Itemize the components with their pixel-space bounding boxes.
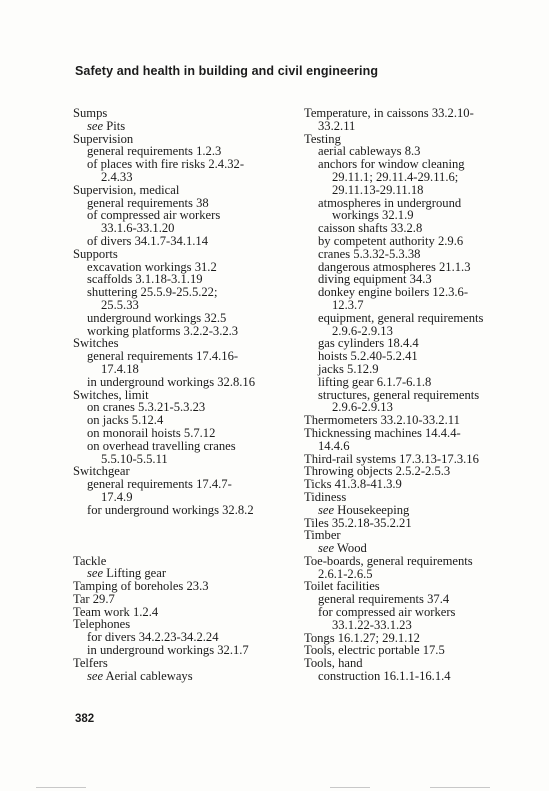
scan-edge-mark (430, 787, 490, 788)
index-entry-subentry: see Pits (87, 118, 126, 133)
index-entry-subentry: general requirements 37.4 (318, 592, 450, 607)
index-entry-subentry: construction 16.1.1-16.1.4 (318, 669, 451, 684)
index-entry-heading: Switchgear (73, 464, 130, 479)
index-entry-heading: Timber (304, 528, 341, 543)
see-reference-marker: see (87, 566, 104, 581)
index-entry-heading: Tiles 35.2.18-35.2.21 (304, 515, 412, 530)
index-entry-subentry: 17.4.9 (101, 489, 133, 504)
index-entry-subentry: in underground workings 32.1.7 (87, 643, 249, 658)
index-entry-heading: Temperature, in caissons 33.2.10- (304, 106, 474, 120)
column-spacer (73, 517, 288, 555)
index-entry-subentry: underground workings 32.5 (87, 310, 227, 325)
index-entry-subentry: 33.2.11 (318, 118, 356, 133)
index-column-left (73, 107, 288, 682)
index-entry-subentry: diving equipment 34.3 (318, 272, 432, 287)
index-entry-heading: Tongs 16.1.27; 29.1.12 (304, 630, 420, 645)
index-entry-heading: Toe-boards, general requirements (304, 553, 473, 568)
see-reference-marker: see (318, 502, 335, 517)
see-reference-marker: see (87, 118, 104, 133)
index-entry-subentry: excavation workings 31.2 (87, 259, 217, 274)
index-entry-subentry: 2.9.6-2.9.13 (332, 323, 393, 338)
index-entry-heading: Tools, electric portable 17.5 (304, 643, 445, 658)
index-entry-heading: Toilet facilities (304, 579, 380, 594)
index-entry-subentry: on jacks 5.12.4 (87, 413, 164, 428)
index-entry-subentry: cranes 5.3.32-5.3.38 (318, 246, 421, 261)
index-entry-subentry: equipment, general requirements (318, 310, 484, 325)
index-entry-subentry: hoists 5.2.40-5.2.41 (318, 349, 418, 364)
index-entry-subentry: of places with fire risks 2.4.32- (87, 157, 245, 172)
index-column-right (304, 107, 509, 683)
index-entry-heading: Switches, limit (73, 387, 149, 402)
index-entry-subentry: structures, general requirements (318, 387, 480, 402)
index-entry-heading: Tidiness (304, 489, 347, 504)
see-reference-marker: see (87, 668, 104, 683)
index-entry-subentry: see Housekeeping (318, 502, 410, 517)
scan-edge-mark (36, 787, 86, 788)
index-entry-subentry: 29.11.1; 29.11.4-29.11.6; (332, 169, 459, 184)
index-entry-subentry: shuttering 25.5.9-25.5.22; (87, 285, 218, 300)
index-entry-heading: Supervision (73, 131, 134, 146)
index-entry-subentry: 5.5.10-5.5.11 (101, 451, 168, 466)
index-entry-subentry: general requirements 38 (87, 195, 209, 210)
index-entry-subentry: general requirements 17.4.7- (87, 477, 232, 492)
index-entry-subentry: on cranes 5.3.21-5.3.23 (87, 400, 206, 415)
index-entry-subentry: see Wood (318, 541, 367, 556)
index-entry-subentry: atmospheres in underground (318, 195, 462, 210)
index-entry-subentry: 25.5.33 (101, 297, 139, 312)
index-entry-subentry: general requirements 1.2.3 (87, 144, 222, 159)
index-entry-heading: Sumps (73, 106, 108, 120)
index-entry-subentry: workings 32.1.9 (332, 208, 414, 223)
index-entry-subentry: see Aerial cableways (87, 668, 193, 683)
running-header: Safety and health in building and civil engineering (75, 64, 379, 78)
index-entry-heading: Switches (73, 336, 119, 351)
index-entry-heading: Throwing objects 2.5.2-2.5.3 (304, 464, 451, 479)
index-entry-subentry: working platforms 3.2.2-3.2.3 (87, 323, 239, 338)
index-entry-subentry: for divers 34.2.23-34.2.24 (87, 630, 219, 645)
index-entry-subentry: donkey engine boilers 12.3.6- (318, 285, 469, 300)
index-entry-subentry: by competent authority 2.9.6 (318, 233, 464, 248)
index-entry-subentry: 2.6.1-2.6.5 (318, 566, 373, 581)
see-reference-marker: see (318, 541, 335, 556)
index-entry-subentry: 33.1.22-33.1.23 (332, 617, 412, 632)
page-number: 382 (75, 713, 95, 725)
index-entry-subentry: aerial cableways 8.3 (318, 144, 421, 159)
index-entry-heading: Third-rail systems 17.3.13-17.3.16 (304, 451, 479, 466)
index-entry-subentry: 2.9.6-2.9.13 (332, 400, 393, 415)
index-entry-subentry: 2.4.33 (101, 169, 133, 184)
index-entry-heading: Tackle (73, 553, 107, 568)
scan-edge-mark (330, 787, 370, 788)
index-entry-subentry: 29.11.13-29.11.18 (332, 182, 424, 197)
index-entry-subentry: caisson shafts 33.2.8 (318, 221, 423, 236)
index-entry-subentry: anchors for window cleaning (318, 157, 465, 172)
index-entry-subentry: dangerous atmospheres 21.1.3 (318, 259, 471, 274)
index-entry-heading: Supervision, medical (73, 182, 180, 197)
index-entry-subentry: of compressed air workers (87, 208, 221, 223)
index-entry-heading: Thermometers 33.2.10-33.2.11 (304, 413, 460, 428)
index-entry-subentry: lifting gear 6.1.7-6.1.8 (318, 374, 432, 389)
index-entry-heading: Ticks 41.3.8-41.3.9 (304, 477, 402, 492)
index-entry-heading: Tamping of boreholes 23.3 (73, 579, 209, 594)
index-entry-heading: Tar 29.7 (73, 591, 115, 606)
index-entry-subentry: on monorail hoists 5.7.12 (87, 425, 216, 440)
index-entry-subentry: 14.4.6 (318, 438, 350, 453)
index-entry-heading: Tools, hand (304, 656, 363, 671)
index-entry-subentry: for underground workings 32.8.2 (87, 502, 254, 517)
index-entry-heading: Telfers (73, 655, 108, 670)
index-entry-heading: Thicknessing machines 14.4.4- (304, 425, 461, 440)
index-entry-subentry: jacks 5.12.9 (318, 361, 379, 376)
index-entry-heading: Team work 1.2.4 (73, 604, 159, 619)
index-entry-subentry: gas cylinders 18.4.4 (318, 336, 419, 351)
index-entry-subentry: 17.4.18 (101, 361, 139, 376)
index-entry-subentry: scaffolds 3.1.18-3.1.19 (87, 272, 203, 287)
index-entry-heading: Telephones (73, 617, 131, 632)
index-entry-subentry: general requirements 17.4.16- (87, 349, 239, 364)
index-entry-subentry: 12.3.7 (332, 297, 364, 312)
index-entry-subentry: 33.1.6-33.1.20 (101, 221, 175, 236)
index-entry-subentry: for compressed air workers (318, 605, 456, 620)
index-entry-subentry: in underground workings 32.8.16 (87, 374, 256, 389)
index-entry-subentry: see Lifting gear (87, 566, 167, 581)
index-entry-heading: Supports (73, 246, 118, 261)
index-entry-subentry: of divers 34.1.7-34.1.14 (87, 233, 209, 248)
index-entry-subentry: on overhead travelling cranes (87, 438, 236, 453)
index-entry-heading: Testing (304, 131, 341, 146)
